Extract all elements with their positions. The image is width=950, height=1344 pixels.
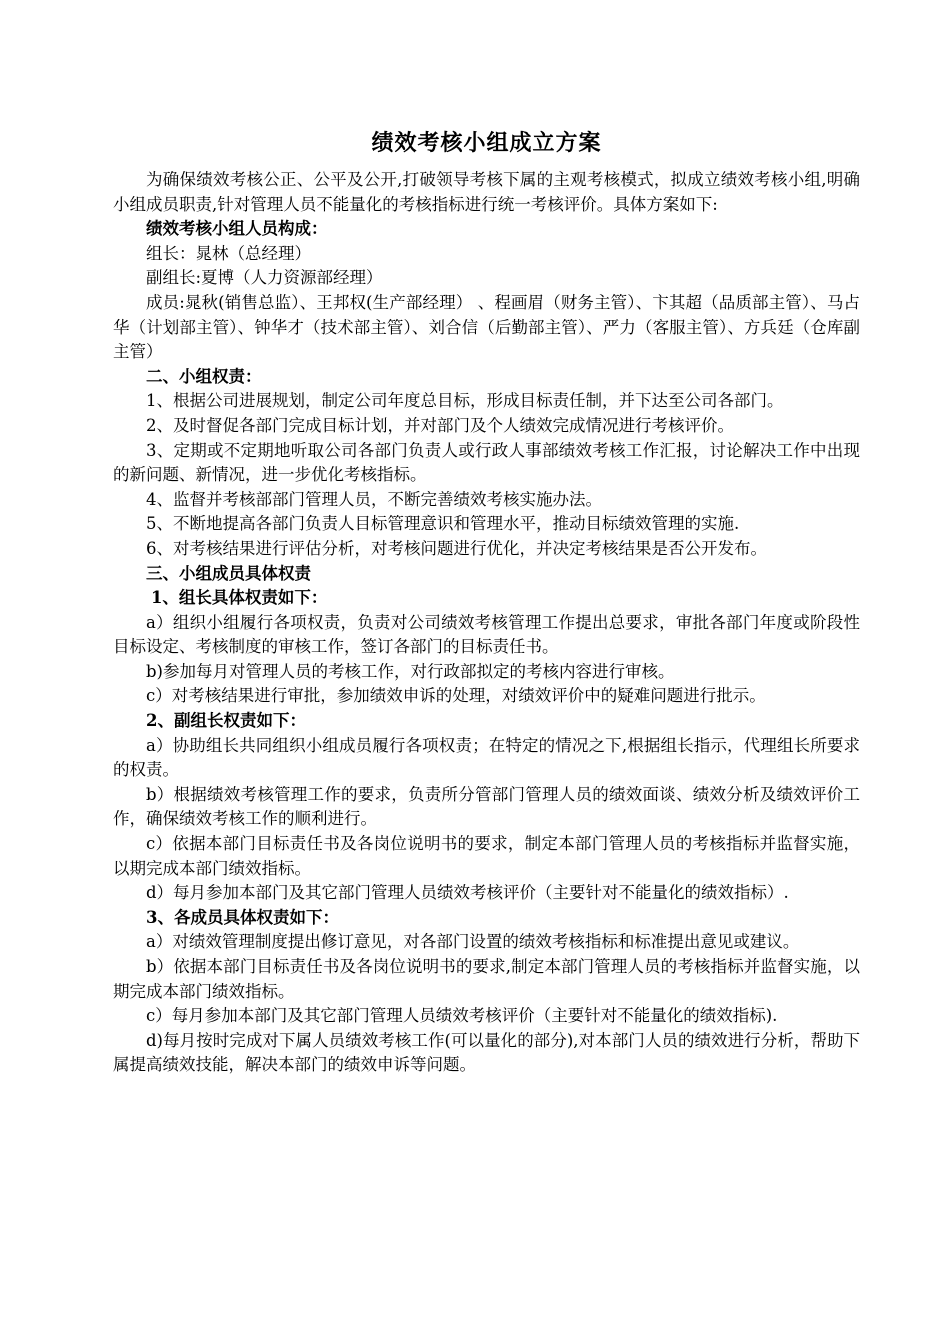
section2-item: 2、及时督促各部门完成目标计划，并对部门及个人绩效完成情况进行考核评价。 (146, 415, 734, 435)
member-duty-item: d)每月按时完成对下属人员绩效考核工作(可以量化的部分),对本部门人员的绩效进行分析，帮助下属提高绩效技能，解决本部门的绩效申诉等问题。 (113, 1030, 860, 1075)
member-duty-item: b）依据本部门目标责任书及各岗位说明书的要求,制定本部门管理人员的考核指标并监督实施，以期完成本部门绩效指标。 (113, 957, 860, 1001)
section2-item: 1、根据公司进展规划，制定公司年度总目标，形成目标责任制，并下达至公司各部门。 (146, 391, 784, 411)
leader-duty-item: b)参加每月对管理人员的考核工作，对行政部拟定的考核内容进行审核。 (146, 661, 675, 681)
section2-item: 6、对考核结果进行评估分析，对考核问题进行优化，并决定考核结果是否公开发布。 (146, 538, 767, 558)
deputy-duty-item: c）依据本部门目标责任书及各岗位说明书的要求，制定本部门管理人员的考核指标并监督实施，以期完成本部门绩效指标。 (113, 834, 860, 878)
section2-heading: 二、小组权责： (146, 366, 262, 386)
document-page (113, 128, 860, 1078)
deputy-duty-item: d）每月参加本部门及其它部门管理人员绩效考核评价（主要针对不能量化的绩效指标）. (146, 883, 789, 903)
deputy-duty-item: b）根据绩效考核管理工作的要求，负责所分管部门管理人员的绩效面谈、绩效分析及绩效评价工作，确保绩效考核工作的顺利进行。 (113, 784, 860, 829)
section2-item: 3、定期或不定期地听取公司各部门负责人或行政人事部绩效考核工作汇报，讨论解决工作中出现的新问题、新情况，进一步优化考核指标。 (113, 440, 860, 485)
section2-item: 4、监督并考核部部门管理人员，不断完善绩效考核实施办法。 (146, 489, 602, 509)
section2-item: 5、不断地提高各部门负责人目标管理意识和管理水平，推动目标绩效管理的实施. (146, 514, 740, 534)
group-deputy: 副组长:夏博（人力资源部经理） (146, 268, 383, 288)
document-title: 绩效考核小组成立方案 (371, 130, 602, 156)
group-members: 成员:晁秋(销售总监）、王邦权(生产部经理） 、程画眉（财务主管）、卞其超（品质部主管）、马占华（计划部主管）、钟华才（技术部主管）、刘合信（后勤部主管）、严力（客服主管）、方兵廷（仓库副主管） (113, 292, 860, 362)
leader-duties-heading: 1、组长具体权责如下： (150, 588, 328, 608)
section1-heading: 绩效考核小组人员构成： (146, 219, 328, 239)
member-duty-item: a）对绩效管理制度提出修订意见，对各部门设置的绩效考核指标和标准提出意见或建议。 (146, 932, 800, 952)
group-leader: 组长：晁林（总经理） (146, 243, 311, 263)
section3-heading: 三、小组成员具体权责 (146, 563, 311, 583)
deputy-duty-item: a）协助组长共同组织小组成员履行各项权责；在特定的情况之下,根据组长指示，代理组长所要求的权责。 (113, 735, 860, 780)
deputy-duties-heading: 2、副组长权责如下： (146, 711, 306, 731)
member-duty-item: c）每月参加本部门及其它部门管理人员绩效考核评价（主要针对不能量化的绩效指标). (146, 1006, 778, 1026)
leader-duty-item: a）组织小组履行各项权责，负责对公司绩效考核管理工作提出总要求，审批各部门年度或阶段性目标设定、考核制度的审核工作，签订各部门的目标责任书。 (113, 612, 860, 657)
member-duties-heading: 3、各成员具体权责如下： (146, 907, 339, 927)
leader-duty-item: c）对考核结果进行审批，参加绩效申诉的处理，对绩效评价中的疑难问题进行批示。 (146, 686, 766, 706)
intro-paragraph: 为确保绩效考核公正、公平及公开,打破领导考核下属的主观考核模式，拟成立绩效考核小组,明确小组成员职责,针对管理人员不能量化的考核指标进行统一考核评价。具体方案如下: (113, 170, 860, 214)
